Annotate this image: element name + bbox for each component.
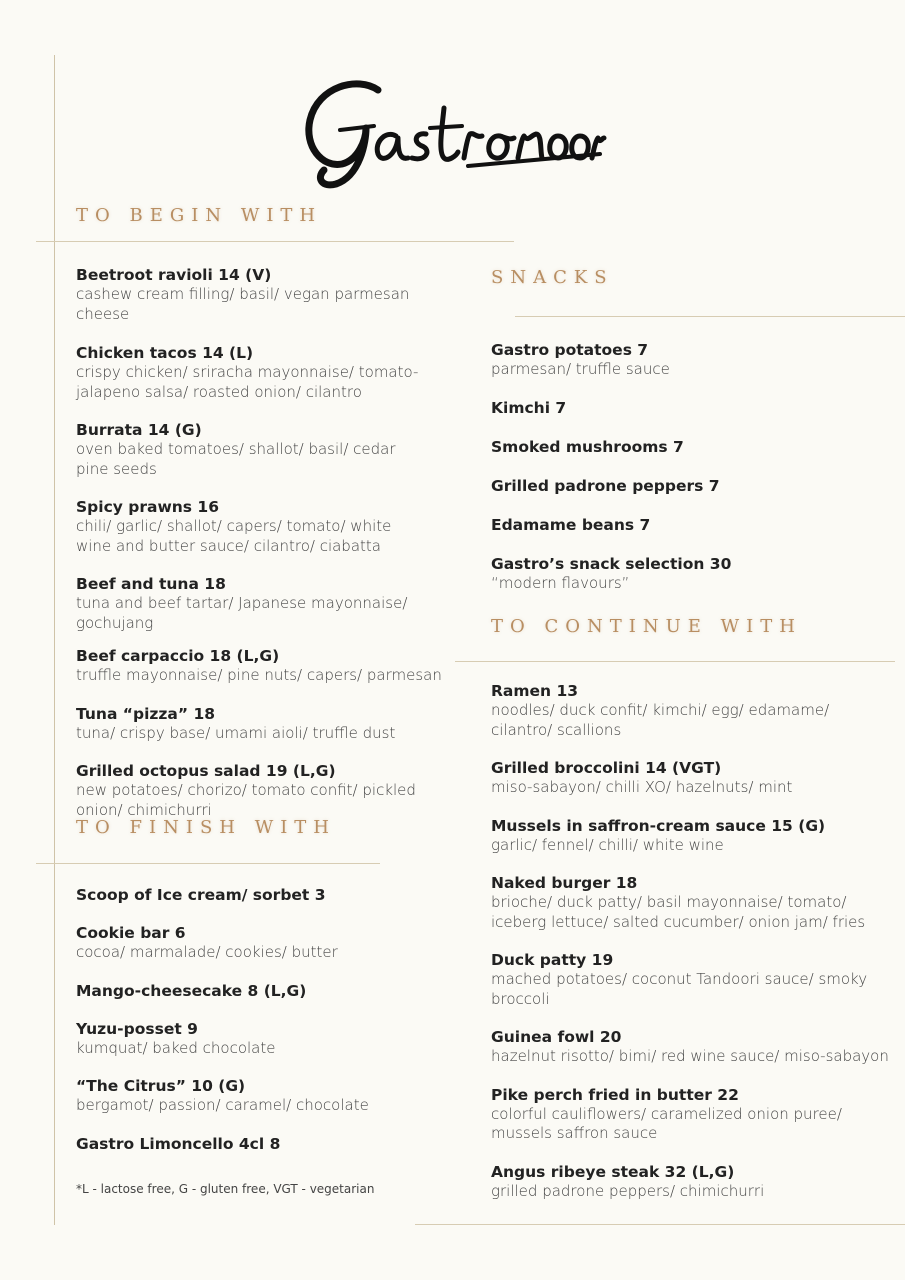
item-name: Ramen 13 (491, 682, 579, 700)
item-desc: oven baked tomatoes/ shallot/ basil/ cedar pine seeds (76, 440, 396, 478)
item-name: Cookie bar 6 (76, 924, 186, 942)
begin-rule (36, 241, 514, 242)
menu-item (491, 817, 901, 856)
item-name: Duck patty 19 (491, 951, 614, 969)
allergen-footnote: *L - lactose free, G - gluten free, VGT - vegetarian (76, 1182, 375, 1196)
menu-item (491, 477, 891, 496)
menu-item (491, 399, 891, 418)
item-desc: cocoa/ marmalade/ cookies/ butter (76, 943, 338, 961)
item-name: Naked burger 18 (491, 874, 638, 892)
menu-item (76, 266, 466, 324)
item-desc: new potatoes/ chorizo/ tomato confit/ pickled onion/ chimichurri (76, 781, 416, 819)
menu-item (491, 682, 901, 740)
item-desc: cashew cream filling/ basil/ vegan parmesan cheese (76, 285, 410, 323)
snacks-rule (515, 316, 905, 317)
item-name: Gastro potatoes 7 (491, 341, 649, 359)
menu-item (491, 1163, 901, 1202)
item-desc: crispy chicken/ sriracha mayonnaise/ tomato-jalapeno salsa/ roasted onion/ cilantro (76, 363, 419, 401)
menu-item (491, 438, 891, 457)
item-name: Beetroot ravioli 14 (V) (76, 266, 272, 284)
item-name: Grilled broccolini 14 (VGT) (491, 759, 722, 777)
item-desc: tuna and beef tartar/ Japanese mayonnaise/ gochujang (76, 594, 408, 632)
menu-item (76, 1135, 456, 1154)
menu-item (491, 341, 891, 380)
item-name: Edamame beans 7 (491, 515, 651, 534)
menu-item (76, 1020, 456, 1059)
item-name: “The Citrus” 10 (G) (76, 1077, 246, 1095)
item-name: Scoop of Ice cream/ sorbet 3 (76, 886, 326, 904)
item-name: Mussels in saffron-cream sauce 15 (G) (491, 816, 826, 835)
menu-item (76, 498, 466, 556)
item-name: Yuzu-posset 9 (76, 1019, 198, 1038)
menu-item (76, 421, 466, 479)
menu-item (491, 1028, 901, 1067)
item-desc: hazelnut risotto/ bimi/ red wine sauce/ miso-sabayon (491, 1047, 889, 1065)
item-desc: miso-sabayon/ chilli XO/ hazelnuts/ mint (491, 778, 793, 796)
menu-item (491, 874, 901, 932)
item-name: Smoked mushrooms 7 (491, 437, 684, 456)
bottom-rule (415, 1224, 905, 1225)
item-desc: grilled padrone peppers/ chimichurri (491, 1181, 765, 1200)
item-name: Burrata 14 (G) (76, 421, 202, 439)
menu-item (491, 1086, 901, 1144)
menu-item (76, 647, 466, 686)
item-desc: truffle mayonnaise/ pine nuts/ capers/ parmesan (76, 666, 442, 684)
continue-rule (455, 661, 895, 662)
item-desc: chili/ garlic/ shallot/ capers/ tomato/ white wine and butter sauce/ cilantro/ ciabatta (76, 517, 392, 555)
snacks-section-title: SNACKS (491, 267, 614, 288)
item-name: Spicy prawns 16 (76, 498, 220, 516)
menu-item (76, 886, 456, 905)
item-desc: kumquat/ baked chocolate (76, 1038, 276, 1057)
item-name: Grilled padrone peppers 7 (491, 476, 720, 495)
menu-item (491, 759, 901, 798)
item-desc: brioche/ duck patty/ basil mayonnaise/ tomato/ iceberg lettuce/ salted cucumber/ onion jam/ fries (491, 893, 866, 931)
finish-items (76, 886, 456, 1154)
item-name: Tuna “pizza” 18 (76, 704, 216, 723)
snacks-items (491, 341, 891, 593)
menu-item (76, 575, 466, 633)
item-name: Guinea fowl 20 (491, 1028, 622, 1046)
menu-item (76, 982, 456, 1001)
item-desc: bergamot/ passion/ caramel/ chocolate (76, 1096, 369, 1114)
item-name: Beef carpaccio 18 (L,G) (76, 647, 280, 665)
item-name: Beef and tuna 18 (76, 575, 226, 593)
continue-items (491, 682, 901, 1201)
finish-section-title: TO FINISH WITH (76, 817, 337, 838)
item-name: Gastro’s snack selection 30 (491, 554, 732, 573)
menu-item (491, 951, 901, 1009)
begin-section-title: TO BEGIN WITH (76, 205, 323, 226)
item-desc: garlic/ fennel/ chilli/ white wine (491, 835, 724, 854)
menu-item (76, 344, 466, 402)
brand-logo (300, 72, 610, 192)
menu-item (491, 516, 891, 535)
menu-item (76, 1077, 456, 1116)
item-desc: colorful cauliflowers/ caramelized onion puree/ mussels saffron sauce (491, 1104, 842, 1142)
item-name: Mango-cheesecake 8 (L,G) (76, 981, 307, 1000)
item-name: Angus ribeye steak 32 (L,G) (491, 1162, 735, 1181)
item-name: Kimchi 7 (491, 398, 567, 417)
item-desc: tuna/ crispy base/ umami aioli/ truffle dust (76, 723, 396, 742)
item-desc: mached potatoes/ coconut Tandoori sauce/ smoky broccoli (491, 970, 868, 1008)
vertical-rule (54, 55, 55, 1225)
item-desc: noodles/ duck confit/ kimchi/ egg/ edamame/ cilantro/ scallions (491, 701, 830, 739)
item-desc: “modern flavours” (491, 573, 630, 592)
begin-items (76, 266, 466, 820)
finish-rule (36, 863, 380, 864)
menu-item (76, 924, 456, 963)
item-desc: parmesan/ truffle sauce (491, 360, 670, 378)
item-name: Grilled octopus salad 19 (L,G) (76, 762, 336, 780)
menu-item (76, 762, 466, 820)
item-name: Pike perch fried in butter 22 (491, 1085, 739, 1104)
item-name: Gastro Limoncello 4cl 8 (76, 1134, 281, 1153)
menu-item (491, 555, 891, 594)
menu-item (76, 705, 466, 744)
item-name: Chicken tacos 14 (L) (76, 344, 254, 362)
continue-section-title: TO CONTINUE WITH (491, 616, 802, 637)
